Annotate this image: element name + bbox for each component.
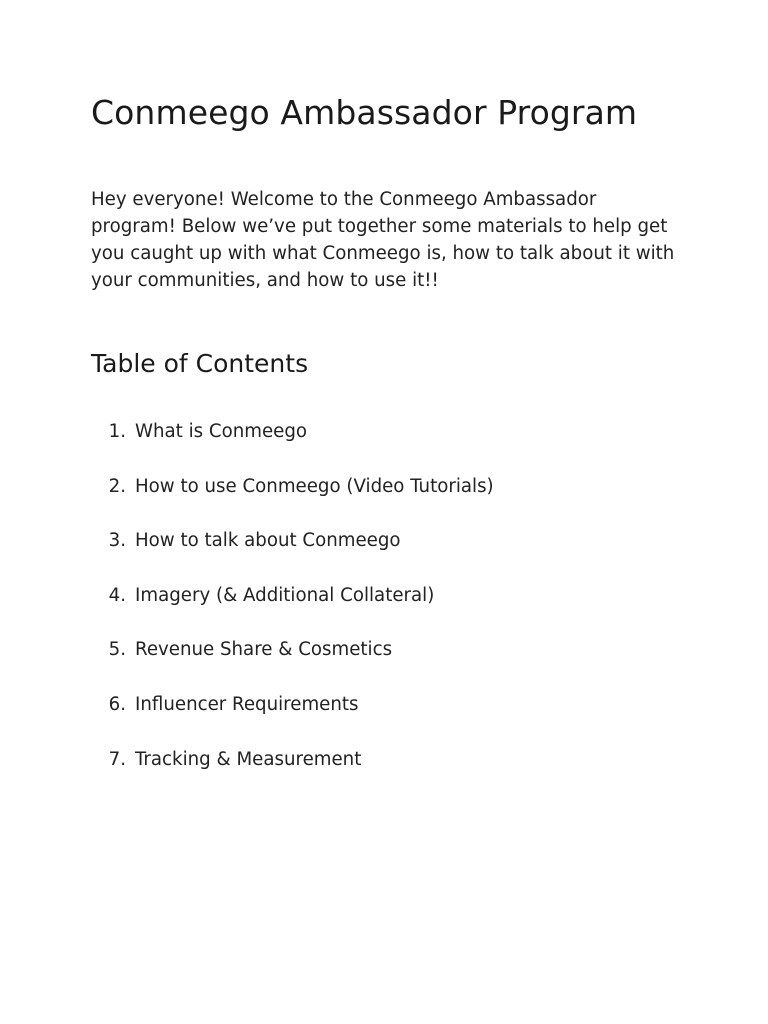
toc-item-label: How to use Conmeego (Video Tutorials) <box>135 475 494 497</box>
toc-item-label: What is Conmeego <box>135 421 307 442</box>
toc-item-number: 2. <box>108 475 126 497</box>
toc-item-label: Revenue Share & Cosmetics <box>135 639 393 661</box>
page-title: Conmeego Ambassador Program <box>91 93 638 132</box>
toc-item-number: 1. <box>108 421 126 442</box>
toc-item-imagery[interactable] <box>91 584 494 639</box>
toc-item-label: How to talk about Conmeego <box>135 530 401 552</box>
toc-item-number: 3. <box>108 530 126 552</box>
toc-item-tracking-measurement[interactable] <box>91 748 494 803</box>
toc-item-what-is-conmeego[interactable] <box>91 420 494 475</box>
toc-item-number: 4. <box>108 584 126 606</box>
toc-heading: Table of Contents <box>91 349 309 378</box>
toc-item-how-to-talk[interactable] <box>91 529 494 584</box>
toc-item-number: 6. <box>108 693 126 715</box>
toc-item-revenue-share[interactable] <box>91 638 494 693</box>
toc-item-label: Imagery (& Additional Collateral) <box>135 584 435 606</box>
toc-item-number: 5. <box>108 639 126 661</box>
toc-item-influencer-requirements[interactable] <box>91 693 494 748</box>
table-of-contents <box>91 420 494 802</box>
intro-paragraph: Hey everyone! Welcome to the Conmeego Ambassador program! Below we’ve put together some materials to help get you caught up with what Conmeego is, how to talk about it with your communities, and how to use it!! <box>91 189 675 291</box>
toc-item-number: 7. <box>108 748 126 770</box>
toc-item-label: Influencer Requirements <box>135 693 359 715</box>
toc-item-label: Tracking & Measurement <box>135 748 362 770</box>
toc-item-how-to-use[interactable] <box>91 475 494 530</box>
